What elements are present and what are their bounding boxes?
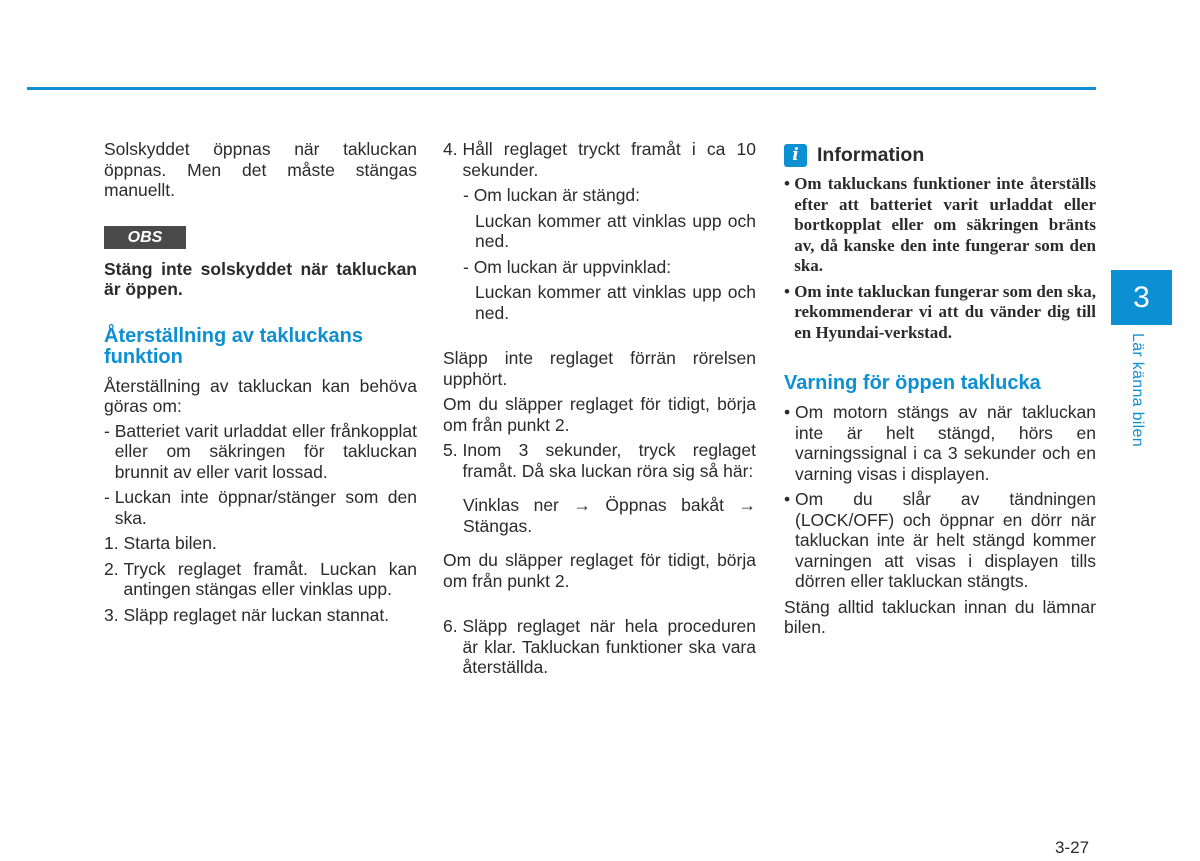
list-text: Luckan inte öppnar/stänger som den ska. xyxy=(114,487,417,528)
list-text: Batteriet varit urladdat eller frånkopplat eller om säkringen för takluckan brunnit av eller varit lossad. xyxy=(114,420,417,482)
step-marker: 5. xyxy=(443,440,463,460)
sunshade-intro: Solskyddet öppnas när takluckan öppnas. Men det måste stängas manuellt. xyxy=(104,139,417,200)
list-marker: - xyxy=(104,420,115,441)
reset-intro: Återställning av takluckan kan behöva göras om: xyxy=(104,375,417,416)
info-icon: i xyxy=(784,144,807,167)
list-text: Tryck reglaget framåt. Luckan kan antingen stängas eller vinklas upp. xyxy=(123,558,417,599)
restart-text-1: Om du släpper reglaget för tidigt, börja om från punkt 2. xyxy=(443,394,756,435)
information-list xyxy=(784,174,1096,343)
reset-heading: Återställning av takluckans funktion xyxy=(104,324,363,368)
chapter-tab: 3 xyxy=(1111,270,1172,325)
list-marker: 2. xyxy=(104,558,124,579)
list-text: Starta bilen. xyxy=(123,533,217,553)
bullet: • xyxy=(784,281,795,301)
list-item xyxy=(104,605,417,626)
list-item xyxy=(104,421,417,483)
column-right xyxy=(784,139,1096,638)
step-text: Håll reglaget tryckt framåt i ca 10 sekunder. xyxy=(462,139,756,180)
list-text: Släpp reglaget när luckan stannat. xyxy=(123,604,390,625)
restart-text-2: Om du släpper reglaget för tidigt, börja om från punkt 2. xyxy=(443,550,756,591)
bullet: • xyxy=(784,402,795,422)
step-4 xyxy=(443,139,756,180)
closed-label: - Om luckan är stängd: xyxy=(463,185,641,205)
release-text: Släpp inte reglaget förrän rörelsen upphört. xyxy=(443,348,756,389)
information-title: Information xyxy=(817,144,925,167)
tilted-text: Luckan kommer att vinklas upp och ned. xyxy=(475,282,756,323)
motion-sequence: Vinklas ner → Öppnas bakåt → Stängas. xyxy=(463,495,756,536)
information-header xyxy=(784,144,1096,167)
column-left xyxy=(104,139,417,625)
step-text: Inom 3 sekunder, tryck reglaget framåt. Då ska luckan röra sig så här: xyxy=(462,440,756,481)
obs-badge: OBS xyxy=(104,226,186,249)
step-5 xyxy=(443,440,756,481)
list-marker: 1. xyxy=(104,533,124,553)
info-item xyxy=(784,174,1096,277)
closed-text: Luckan kommer att vinklas upp och ned. xyxy=(475,210,756,251)
step-marker: 6. xyxy=(443,616,463,636)
info-text: Om takluckans funktioner inte återställs efter att batteriet varit urladdat eller bortkopplat eller om säkringen bränts av, då kanske den inte fungerar som den ska. xyxy=(794,174,1096,275)
bullet: • xyxy=(784,489,795,509)
warning-item xyxy=(784,489,1096,592)
list-item xyxy=(104,533,417,554)
list-item xyxy=(104,487,417,528)
tilted-label: - Om luckan är uppvinklad: xyxy=(463,256,672,277)
reset-list xyxy=(104,421,417,626)
warning-heading: Varning för öppen taklucka xyxy=(784,372,1041,394)
step-text: Släpp reglaget när hela proceduren är klar. Takluckan funktioner ska vara återställda. xyxy=(462,616,756,677)
info-item xyxy=(784,282,1096,344)
step-6 xyxy=(443,616,756,678)
warning-item xyxy=(784,402,1096,484)
obs-text: Stäng inte solskyddet när takluckan är öppen. xyxy=(104,258,417,299)
warning-text: Om du slår av tändningen (LOCK/OFF) och öppnar en dörr när takluckan inte är helt stängd kommer varningen att visas i displayen tills dörren eller takluckan stängts. xyxy=(795,489,1096,591)
list-marker: - xyxy=(104,487,115,507)
step-marker: 4. xyxy=(443,139,463,159)
warning-list xyxy=(784,402,1096,592)
column-middle xyxy=(443,139,756,678)
chapter-label: Lär känna bilen xyxy=(1129,333,1146,447)
list-marker: 3. xyxy=(104,604,124,625)
closing-text: Stäng alltid takluckan innan du lämnar bilen. xyxy=(784,596,1096,637)
bullet: • xyxy=(784,174,795,193)
top-rule xyxy=(27,87,1096,90)
page-number: 3-27 xyxy=(1055,838,1090,857)
info-text: Om inte takluckan fungerar som den ska, rekommenderar vi att du vänder dig till en Hyundai-verkstad. xyxy=(794,281,1096,342)
list-item xyxy=(104,559,417,600)
warning-text: Om motorn stängs av när takluckan inte är helt stängd, hörs en varningssignal i ca 3 sekunder och en varning visas i displayen. xyxy=(795,402,1096,484)
